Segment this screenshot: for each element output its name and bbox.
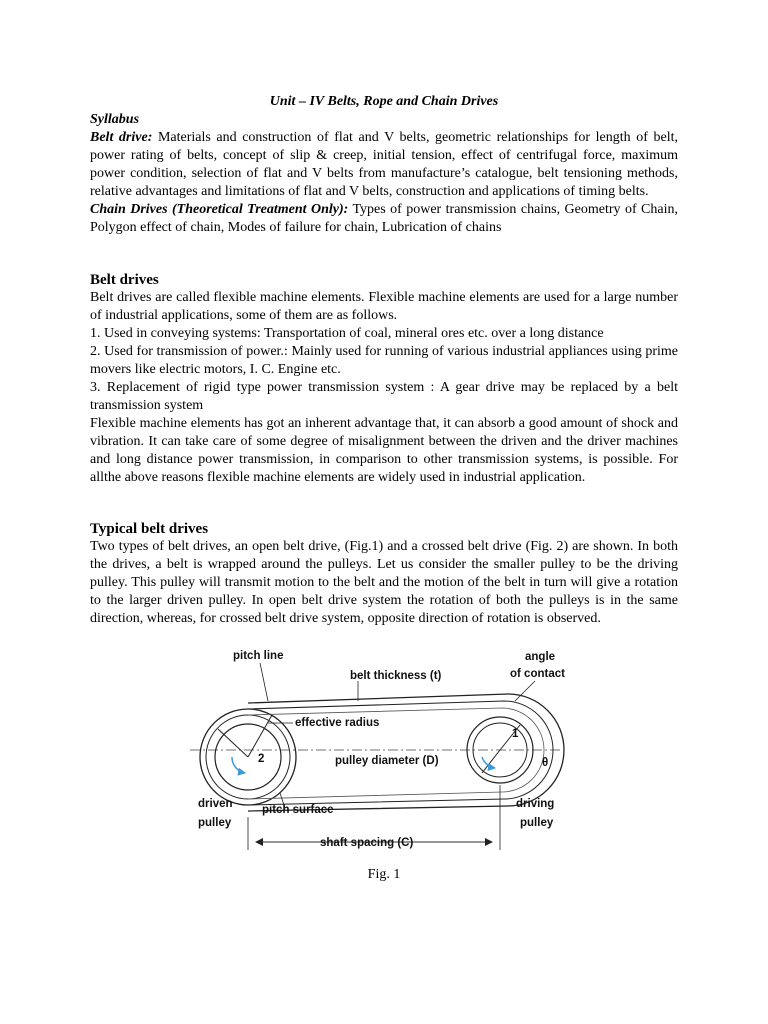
belt-drive-figure (190, 645, 590, 860)
label-shaft-spacing: shaft spacing (C) (320, 837, 414, 849)
chain-drive-label: Chain Drives (Theoretical Treatment Only): (90, 202, 349, 217)
angle-leader (515, 681, 535, 701)
label-angle: angle (525, 651, 556, 663)
label-driven-pulley: pulley (198, 817, 232, 829)
belt-drive-label: Belt drive: (90, 130, 153, 145)
belt-inner (248, 701, 553, 805)
label-pulley-diameter: pulley diameter (D) (335, 755, 439, 767)
label-pitch-line: pitch line (233, 650, 284, 662)
label-belt-thickness: belt thickness (t) (350, 670, 442, 682)
label-pulley-1: 1 (512, 728, 519, 740)
effective-radius-line (248, 715, 272, 757)
belt-drive-syllabus (90, 129, 678, 201)
label-driving: driving (516, 798, 555, 810)
belt-drives-section (90, 271, 678, 487)
list-item: 3. Replacement of rigid type power transmission system : A gear drive may be replaced by a belt transmission system (90, 380, 678, 413)
page-title: Unit – IV Belts, Rope and Chain Drives (269, 94, 499, 109)
label-pitch-surface: pitch surface (262, 804, 334, 816)
paragraph: Belt drives are called flexible machine elements. Flexible machine elements are used for a large number of industrial applications, some of them are as follows. (90, 290, 678, 323)
paragraph: Flexible machine elements has got an inherent advantage that, it can absorb a good amount of shock and vibration. It can take care of some degree of misalignment between the driven and the driver machines and long distance power transmission, in comparison to other transmission systems, is possible. For allthe above reasons flexible machine elements are widely used in industrial application. (90, 416, 678, 485)
belt-drive-text: Materials and construction of flat and V belts, geometric relationships for length of belt, power rating of belts, concept of slip & creep, initial tension, effect of centrifugal force, maximum power condition, selection of flat and V belts from manufacture’s catalogue, belt tensioning methods, relative advantages and limitations of flat and V belts, construction and applications of timing belts. (90, 130, 679, 199)
label-of-contact: of contact (510, 668, 565, 680)
driven-rotation-arrow (232, 757, 245, 773)
label-driven: driven (198, 798, 233, 810)
chain-drive-syllabus (90, 201, 678, 237)
label-theta: θ (542, 757, 549, 769)
pitch-line-leader (260, 663, 268, 701)
paragraph: Two types of belt drives, an open belt drive, (Fig.1) and a crossed belt drive (Fig. 2) are shown. In both the drives, a belt is wrapped around the pulleys. Let us consider the smaller pulley to be the driving pulley. This pulley will transmit motion to the belt and the motion of the belt in turn will give a rotation to the larger driven pulley. In open belt drive system the rotation of both the pulleys is in the same direction, whereas, for crossed belt drive system, opposite direction of rotation is observed. (90, 539, 678, 626)
syllabus-block (90, 111, 678, 237)
label-effective-radius: effective radius (295, 717, 380, 729)
label-pulley-2: 2 (258, 753, 265, 765)
pulley-radius-line (218, 729, 248, 757)
figure-caption: Fig. 1 (367, 867, 401, 882)
section-heading-belt-drives: Belt drives (90, 272, 159, 288)
label-driving-pulley: pulley (520, 817, 554, 829)
list-item: 2. Used for transmission of power.: Mainly used for running of various industrial appliances using prime movers like electric motors, I. C. Engine etc. (90, 344, 678, 377)
syllabus-heading: Syllabus (90, 112, 140, 127)
chain-drive-text: Types of power transmission chains, Geometry of Chain, Polygon effect of chain, Modes of failure for chain, Lubrication of chains (90, 202, 678, 235)
typical-belt-drives-section (90, 520, 678, 628)
list-item: 1. Used in conveying systems: Transportation of coal, mineral ores etc. over a long distance (90, 326, 604, 341)
section-heading-typical-belt-drives: Typical belt drives (90, 521, 209, 537)
